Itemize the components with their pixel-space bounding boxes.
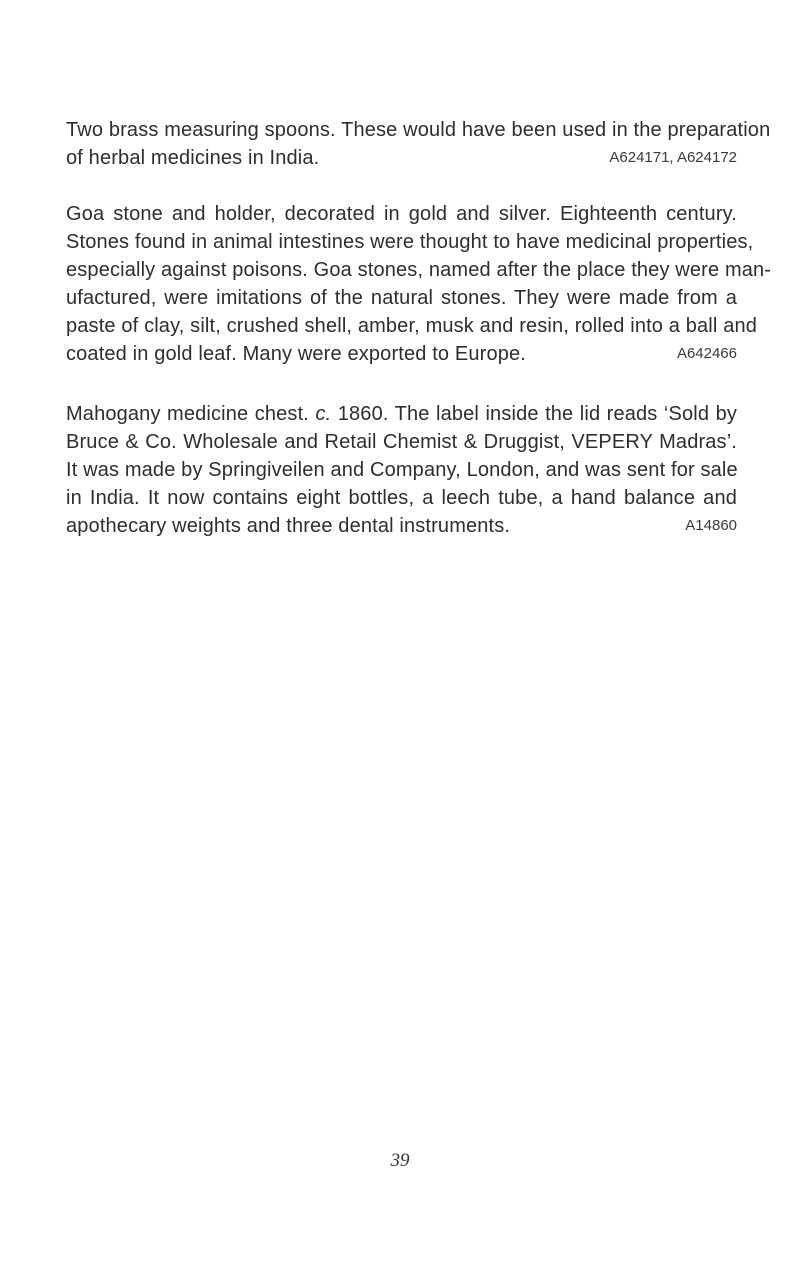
text-line: Goa stone and holder, decorated in gold and silver. Eighteenth century.	[66, 203, 737, 225]
object-reference-number: A624171, A624172	[609, 149, 737, 166]
text-line: Bruce & Co. Wholesale and Retail Chemist & Druggist, VEPERY Madras’.	[66, 431, 737, 453]
object-reference-number: A14860	[685, 517, 737, 534]
text-line	[66, 400, 737, 428]
text-fragment: 1860. The label inside the lid reads ‘Sold by	[331, 403, 738, 425]
text-line: It was made by Springiveilen and Company, London, and was sent for sale	[66, 459, 738, 481]
text-line: especially against poisons. Goa stones, named after the place they were man-	[66, 259, 772, 281]
circa-abbreviation: c.	[315, 403, 332, 425]
text-line: apothecary weights and three dental instruments.	[66, 515, 511, 537]
page-number: 39	[390, 1150, 410, 1171]
entry-brass-spoons	[66, 116, 771, 172]
text-line: of herbal medicines in India.	[66, 147, 320, 169]
entry-goa-stone	[66, 200, 772, 368]
text-line-last	[66, 340, 737, 368]
text-line: paste of clay, silt, crushed shell, amber, musk and resin, rolled into a ball and	[66, 315, 758, 337]
object-reference-number: A642466	[676, 345, 737, 362]
text-line: Two brass measuring spoons. These would have been used in the preparation	[66, 119, 771, 141]
text-line: coated in gold leaf. Many were exported to Europe.	[66, 343, 526, 365]
entry-medicine-chest	[66, 400, 737, 540]
text-line: Stones found in animal intestines were thought to have medicinal properties,	[66, 231, 754, 253]
text-line: ufactured, were imitations of the natural stones. They were made from a	[66, 287, 737, 309]
text-line-last	[66, 144, 737, 172]
text-line-last	[66, 512, 737, 540]
text-line: in India. It now contains eight bottles, a leech tube, a hand balance and	[66, 487, 737, 509]
text-fragment: Mahogany medicine chest.	[66, 403, 316, 425]
